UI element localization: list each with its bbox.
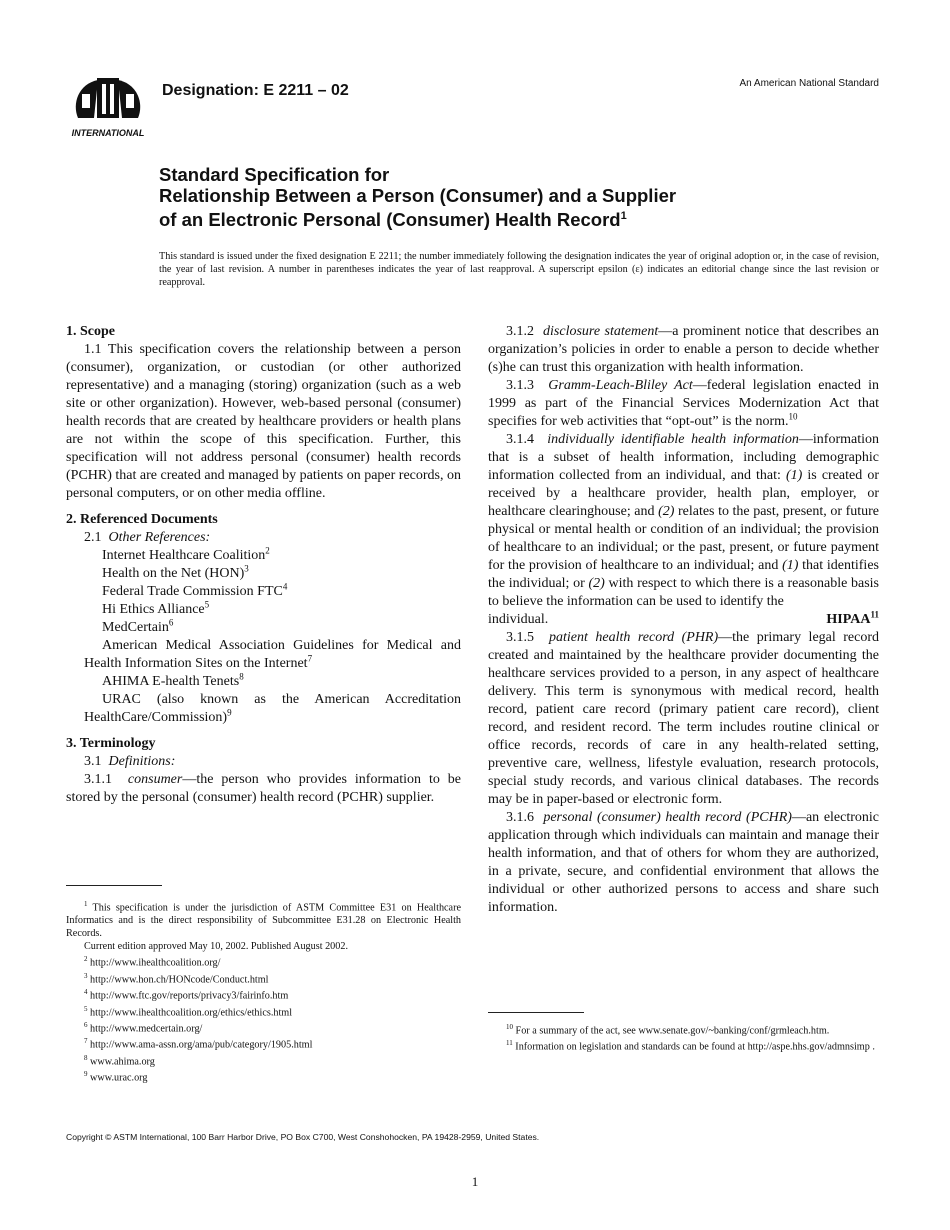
reference-item: American Medical Association Guidelines for Medical and Health Information Sites on the Internet$^7$ [84, 638, 461, 671]
section-number: 2.1 [84, 530, 102, 545]
section-label: Definitions: [108, 754, 176, 769]
document-title [159, 164, 859, 230]
footnote-11: $^{11}$ Information on legislation and standards can be found at http://aspe.hhs.gov/admnsimp . [506, 1039, 875, 1053]
term-3-1-4-source-line [488, 611, 879, 629]
section-label: Other References: [108, 530, 211, 545]
footnote-link: $^7$ http://www.ama-assn.org/ama/pub/category/1905.html [84, 1037, 313, 1051]
definitions-label [66, 753, 461, 771]
reference-item: Federal Trade Commission FTC$^4$ [102, 581, 288, 599]
footnote-10: $^{10}$ For a summary of the act, see www.senate.gov/~banking/conf/grmleach.htm. [506, 1023, 830, 1037]
footnote-link: $^4$ http://www.ftc.gov/reports/privacy3/fairinfo.htm [84, 988, 289, 1002]
astm-logo-mark [76, 78, 140, 118]
footnote-link: $^9$ www.urac.org [84, 1070, 148, 1084]
footnote-link: $^3$ http://www.hon.ch/HONcode/Conduct.html [84, 971, 269, 986]
term-3-1-4: 3.1.4 individually identifiable health information—information that is a subset of health information, including demographic information collected from an individual, and that: (1) is created or received by a healthcare provider, health plan, employer, or healthcare clearinghouse; and (2) relates to the past, present, or future physical or mental health or condition of an individual; the provision of healthcare to an individual; or the past, present, or future payment for the provision of healthcare to an individual; and (1) that identifies the individual; or (2) with respect to which there is a reasonable basis to believe the information can be used to identify the [488, 432, 880, 609]
term-3-1-6: 3.1.6 personal (consumer) health record (PCHR)—an electronic application through which individuals can maintain and manage their health information, and that of others for whom they are authorized, in a private, secure, and confidential environment that allows the individual or other authorized persons to access and share such information. [488, 810, 880, 915]
designation: Designation: E 2211 – 02 [162, 82, 349, 99]
title-line-3: of an Electronic Personal (Consumer) Health Record [159, 209, 621, 231]
footnote-rule-right [488, 1012, 584, 1013]
term-3-1-4-last: individual. [488, 612, 549, 627]
footnote-rule-left [66, 885, 162, 886]
title-footnote-mark: 1 [620, 210, 627, 222]
reference-item: AHIMA E-health Tenets$^8$ [102, 671, 244, 689]
left-column [66, 323, 461, 807]
reference-item: MedCertain$^6$ [102, 617, 174, 635]
terminology-heading: 3. Terminology [66, 736, 156, 751]
footnote-link: $^5$ http://www.ihealthcoalition.org/ethics/ethics.html [84, 1004, 293, 1018]
reference-item: URAC (also known as the American Accreditation HealthCare/Commission)$^9$ [84, 692, 461, 725]
footnote-1: $^1$ This specification is under the jurisdiction of ASTM Committee E31 on Healthcare Informatics and is the direct responsibility of Subcommittee E31.28 on Electronic Health Records. [66, 900, 461, 940]
reference-item: Internet Healthcare Coalition$^2$ [102, 545, 270, 563]
american-national-standard: An American National Standard [739, 78, 879, 89]
referenced-heading: 2. Referenced Documents [66, 512, 218, 527]
title-line-2: Relationship Between a Person (Consumer) and a Supplier [159, 185, 677, 206]
reference-item: Health on the Net (HON)$^3$ [102, 563, 249, 581]
footnote-link: $^2$ http://www.ihealthcoalition.org/ [84, 955, 221, 969]
reference-list [66, 547, 461, 727]
astm-logo [64, 74, 152, 140]
copyright: Copyright © ASTM International, 100 Barr Harbor Drive, PO Box C700, West Conshohocken, PA 19428-2959, United States. [66, 1132, 540, 1142]
section-number: 3.1 [84, 754, 102, 769]
term-3-1-2: 3.1.2 disclosure statement—a prominent notice that describes an organization’s policies in order to enable a person to decide whether (s)he can trust this organization with health information. [488, 324, 880, 375]
other-references-label [66, 529, 461, 547]
scope-1-1: 1.1 This specification covers the relationship between a person (consumer), organization, or custodian (or other authorized representative) and a managing (storing) organization (such as a web site or other organization). However, web-based personal (consumer) health records that are created by healthcare providers or health plans are not within the scope of this specification. Further, this specification will not address personal (consumer) health records (PCHR) that are created and managed by patients on paper records, on personal computers, or on other media offline. [66, 342, 461, 501]
footnote-1-edition: Current edition approved May 10, 2002. Published August 2002. [84, 941, 349, 953]
logo-subtext: INTERNATIONAL [71, 128, 145, 138]
right-column [488, 323, 879, 917]
footnote-link: $^8$ www.ahima.org [84, 1053, 155, 1068]
footnote-link: $^6$ http://www.medcertain.org/ [84, 1020, 203, 1035]
term-3-1-1: 3.1.1 consumer—the person who provides information to be stored by the personal (consumer) health record (PCHR) supplier. [66, 772, 462, 805]
footnotes-right [488, 1021, 879, 1054]
footnotes-left [66, 898, 461, 1085]
page-number: 1 [471, 1174, 479, 1189]
term-3-1-3: 3.1.3 Gramm-Leach-Bliley Act—federal legislation enacted in 1999 as part of the Financial Services Modernization Act that specifies for web activities that “opt-out” is the norm.$^{10}$ [488, 378, 879, 429]
term-3-1-5: 3.1.5 patient health record (PHR)—the primary legal record created and maintained by the healthcare provider documenting the healthcare services provided to a person, in any aspect of healthcare delivery. This term is synonymous with medical record, health record, patient care record (primary patient care record), client record, and resident record. The term includes routine clinical or office records, records of care in any health-related setting, preventive care, wellness, lifestyle evaluation, research protocols, special study records, and various clinical databases. The records may be in paper-based or electronic form. [488, 630, 880, 807]
hipaa-source: HIPAA$^{11}$ [826, 609, 879, 627]
reference-item: Hi Ethics Alliance$^5$ [102, 599, 210, 617]
title-line-1: Standard Specification for [159, 164, 390, 185]
preamble: This standard is issued under the fixed designation E 2211; the number immediately following the designation indicates the year of original adoption or, in the case of revision, the year of last revision. A number in parentheses indicates the year of last reapproval. A superscript epsilon (ε) indicates an editorial change since the last revision or reapproval. [159, 251, 879, 288]
scope-heading: 1. Scope [66, 324, 115, 339]
